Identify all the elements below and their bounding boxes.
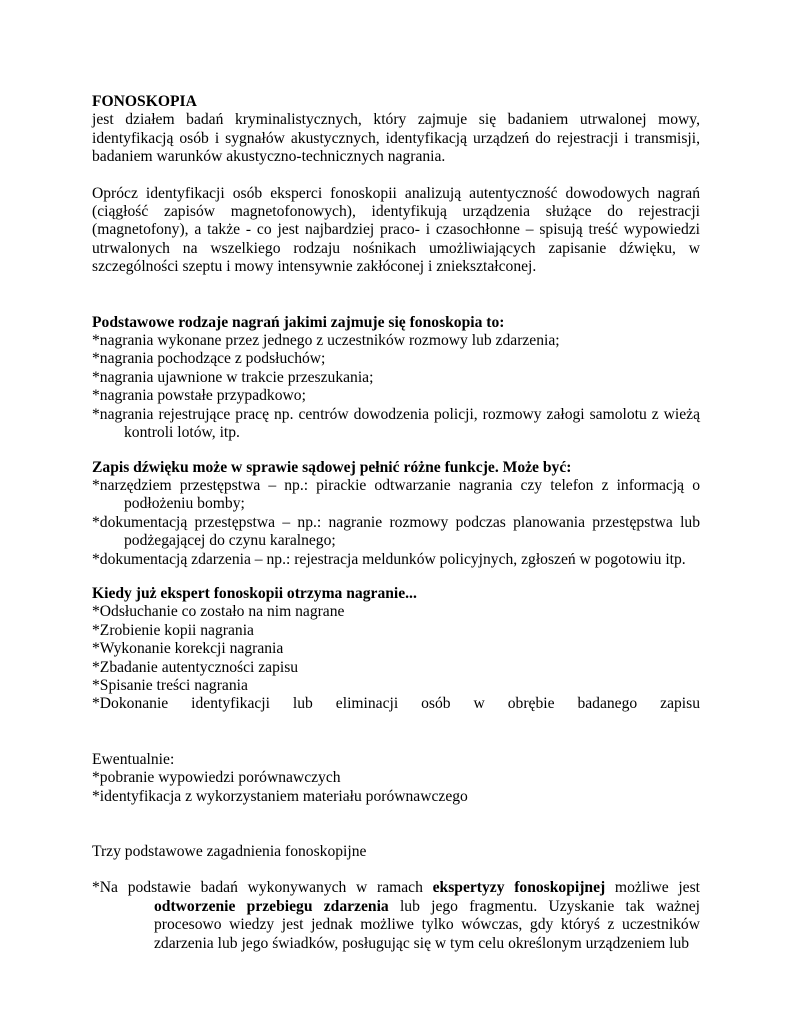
paragraph-2: Oprócz identyfikacji osób eksperci fonoskopii analizują autentyczność dowodowych nagrań (ciągłość zapisów magnetofonowych), identyfikują urządzenia służące do rejestracji (magnetofony), a także - co jest najbardziej praco- i czasochłonne – spisują treść wypowiedzi utrwalonych na wszelkiego rodzaju nośnikach umożliwiających zapisanie dźwięku, w szczególności szeptu i mowy intensywnie zakłóconej i zniekształconej. [92,184,700,276]
list-item: *nagrania pochodzące z podsłuchów; [92,350,326,368]
list-item: *dokumentacją przestępstwa – np.: nagranie rozmowy podczas planowania przestępstwa lub podżegającej do czynu karalnego; [92,513,700,550]
list-item: *nagrania wykonane przez jednego z uczestników rozmowy lub zdarzenia; [92,332,560,350]
list-item: *nagrania powstałe przypadkowo; [92,387,306,405]
section-steps-heading: Kiedy już ekspert fonoskopii otrzyma nagranie... [92,584,417,602]
issue-text-part3: lub jego fragmentu. Uzyskanie tak ważnej procesowo wiedzy jest jednak możliwe tylko wówczas, gdy któryś z uczestników zdarzenia lub jego świadków, posługując się w tym celu określonym urządzeniem lub [154,897,700,952]
list-item: *Zrobienie kopii nagrania [92,621,254,639]
list-item: *nagrania ujawnione w trakcie przeszukania; [92,368,374,386]
section-types-heading: Podstawowe rodzaje nagrań jakimi zajmuje się fonoskopia to: [92,313,505,331]
issue-paragraph [92,879,700,953]
list-item: *nagrania rejestrujące pracę np. centrów dowodzenia policji, rozmowy załogi samolotu z wieżą kontroli lotów, itp. [92,405,700,442]
issue-bold-reconstruction: odtworzenie przebiegu zdarzenia [154,897,389,915]
list-item: *Dokonanie identyfikacji lub eliminacji osób w obrębie badanego zapisu [92,695,700,713]
issue-text-part2: możliwe jest [605,879,701,897]
document-title: FONOSKOPIA [92,93,197,110]
list-item: *identyfikacja z wykorzystaniem materiału porównawczego [92,787,468,805]
list-item: *Zbadanie autentyczności zapisu [92,658,299,676]
issue-text-part1: *Na podstawie badań wykonywanych w ramach [92,879,433,897]
document-page [92,93,700,953]
issue-bold-expertise: ekspertyzy fonoskopijnej [432,879,606,897]
list-item: *Wykonanie korekcji nagrania [92,640,284,658]
list-item: *Odsłuchanie co zostało na nim nagrane [92,603,345,621]
list-item: *pobranie wypowiedzi porównawczych [92,769,341,787]
list-item: *Spisanie treści nagrania [92,676,248,694]
section-optional-heading: Ewentualnie: [92,750,175,768]
intro-paragraph: jest działem badań kryminalistycznych, który zajmuje się badaniem utrwalonej mowy, identyfikacją osób i sygnałów akustycznych, identyfikacją urządzeń do rejestracji i transmisji, badaniem warunków akustyczno-technicznych nagrania. [92,111,700,166]
section-issues-heading: Trzy podstawowe zagadnienia fonoskopijne [92,843,367,860]
section-functions-heading: Zapis dźwięku może w sprawie sądowej pełnić różne funkcje. Może być: [92,458,572,476]
list-item: *dokumentacją zdarzenia – np.: rejestracja meldunków policyjnych, zgłoszeń w pogotowiu itp. [92,550,686,568]
list-item: *narzędziem przestępstwa – np.: pirackie odtwarzanie nagrania czy telefon z informacją o podłożeniu bomby; [92,476,700,513]
